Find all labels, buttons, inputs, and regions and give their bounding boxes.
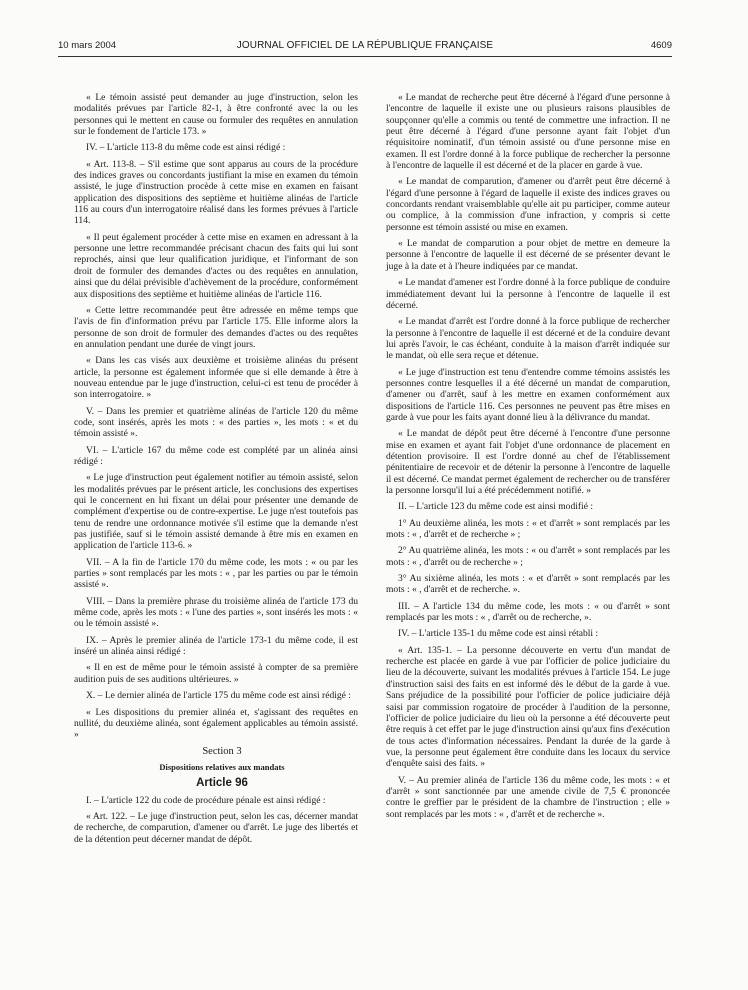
article-heading: Article 96 [196, 777, 248, 790]
paragraph: « Dans les cas visés aux deuxième et troisième alinéas du présent article, la personne est également informée que si elle demande à être à nouveau entendue par le juge d'instruction, celui-ci est tenu de procéder à son interrogatoire. » [74, 355, 358, 401]
paragraph: « Le juge d'instruction peut également notifier au témoin assisté, selon les modalités prévues par le présent article, les conclusions des expertises qui le concernent en lui fixant un délai pour présenter une demande de complément d'expertise ou de contre-expertise. Le juge n'est toutefois pas tenu de rendre une ordonnance motivée s'il estime que la demande n'est pas justifiée, sauf si le témoin assisté demande à être mis en examen en application de l'article 113-6. » [74, 472, 358, 552]
paragraph: V. – Au premier alinéa de l'article 136 du même code, les mots : « et d'arrêt » sont sanctionnée par une amende civile de 7,5 € prononcée contre le greffier par le président de la chambre de l'instruction ; elle » sont remplacés par les mots : « , d'arrêt et de recherche ». [386, 774, 670, 820]
header-date: 10 mars 2004 [58, 40, 117, 51]
paragraph: X. – Le dernier alinéa de l'article 175 du même code est ainsi rédigé : [86, 690, 351, 702]
paragraph: « Il en est de même pour le témoin assisté à compter de sa première audition puis de ses auditions ultérieures. » [74, 662, 358, 685]
paragraph: 2° Au quatrième alinéa, les mots : « ou d'arrêt » sont remplacés par les mots : « , d'arrêt ou de recherche » ; [386, 545, 670, 568]
paragraph: 3° Au sixième alinéa, les mots : « et d'arrêt » sont remplacés par les mots : « , d'arrêt et de recherche. ». [386, 573, 670, 596]
paragraph: IX. – Après le premier alinéa de l'article 173-1 du même code, il est inséré un alinéa ainsi rédigé : [74, 634, 358, 658]
right-column [386, 92, 670, 825]
paragraph: 1° Au deuxième alinéa, les mots : « et d'arrêt » sont remplacés par les mots : « , d'arrêt et de recherche » ; [386, 517, 670, 541]
paragraph: « Le mandat de comparution a pour objet de mettre en demeure la personne à l'encontre de laquelle il est décerné de se présenter devant le juge à la date et à l'heure indiquées par ce mandat. [386, 238, 670, 272]
section-subheading: Dispositions relatives aux mandats [159, 761, 285, 772]
page-header [58, 40, 672, 54]
paragraph: V. – Dans les premier et quatrième alinéas de l'article 120 du même code, sont insérés, après les mots : « des parties », les mots : « et du témoin assisté ». [74, 405, 358, 440]
section-heading: Section 3 [202, 745, 242, 757]
paragraph: « Le juge d'instruction est tenu d'entendre comme témoins assistés les personnes contre lesquelles il a été décerné un mandat de comparution, d'amener ou d'arrêt, sauf à les mettre en examen conformément aux dispositions de l'article 116. Ces personnes ne peuvent pas être mises en garde à vue pour les faits ayant donné lieu à la délivrance du mandat. [386, 366, 670, 423]
paragraph: VIII. – Dans la première phrase du troisième alinéa de l'article 173 du même code, après les mots : « l'une des parties », sont insérés les mots : « ou le témoin assisté ». [74, 595, 358, 630]
paragraph: « Le mandat de comparution, d'amener ou d'arrêt peut être décerné à l'égard d'une personne à l'égard de laquelle il existe des indices graves ou concordants rendant vraisemblable qu'elle ait pu participer, comme auteur ou complice, à la commission d'une infraction, y compris si cette personne est témoin assisté ou mise en examen. [386, 176, 670, 233]
paragraph: « Le mandat de dépôt peut être décerné à l'encontre d'une personne mise en examen et ayant fait l'objet d'une ordonnance de placement en détention provisoire. Il est l'ordre donné au chef de l'établissement pénitentiaire de recevoir et de détenir la personne à l'encontre de laquelle il est décerné. Ce mandat permet également de rechercher ou de transférer la personne lorsqu'il lui a été précédemment notifié. » [386, 428, 670, 496]
paragraph: « Cette lettre recommandée peut être adressée en même temps que l'avis de fin d'information prévu par l'article 175. Elle informe alors la personne de son droit de formuler des demandes d'actes ou des requêtes en annulation pendant une durée de vingt jours. [74, 304, 358, 350]
header-rule [58, 56, 672, 57]
left-column [74, 92, 358, 850]
paragraph: « Art. 135-1. – La personne découverte en vertu d'un mandat de recherche est placée en garde à vue par l'officier de police judiciaire du lieu de la découverte, suivant les modalités prévues à l'article 154. Le juge d'instruction saisi des faits en est informé dès le début de la garde à vue. Sans préjudice de la possibilité pour l'officier de police judiciaire déjà saisi par commission rogatoire de procéder à l'audition de la personne, l'officier de police judiciaire du lieu où la personne a été découverte peut être requis à cet effet par le juge d'instruction ainsi qu'aux fins d'exécution de tous actes d'information nécessaires. Pendant la durée de la garde à vue, la personne peut également être conduite dans les locaux du service d'enquête saisi des faits. » [386, 644, 670, 770]
paragraph: III. – A l'article 134 du même code, les mots : « ou d'arrêt » sont remplacés par les mots : « , d'arrêt ou de recherche, ». [386, 600, 670, 624]
page-number: 4609 [650, 40, 672, 51]
paragraph: VII. – A la fin de l'article 170 du même code, les mots : « ou par les parties » sont remplacés par les mots : « , par les parties ou par le témoin assisté ». [74, 556, 358, 591]
paragraph: I. – L'article 122 du code de procédure pénale est ainsi rédigé : [86, 794, 326, 806]
paragraph: « Le mandat d'arrêt est l'ordre donné à la force publique de rechercher la personne à l'encontre de laquelle il est décerné et de la conduire devant lui après l'avoir, le cas échéant, conduite à la maison d'arrêt indiquée sur le mandat, où elle sera reçue et détenue. [386, 316, 670, 362]
paragraph: « Le témoin assisté peut demander au juge d'instruction, selon les modalités prévues par l'article 82-1, à être confronté avec la ou les personnes qui le mettent en cause ou formuler des requêtes en annulation sur le fondement de l'article 173. » [74, 92, 358, 138]
paragraph: « Le mandat de recherche peut être décerné à l'égard d'une personne à l'encontre de laquelle il existe une ou plusieurs raisons plausibles de soupçonner qu'elle a commis ou tenté de commettre une infraction. Il ne peut être décerné à l'égard d'une personne ayant fait l'objet d'un réquisitoire nominatif, d'un témoin assisté ou d'une personne mise en examen. Il est l'ordre donné à la force publique de rechercher la personne à l'encontre de laquelle il est décerné et de la placer en garde à vue. [386, 92, 670, 172]
paragraph: « Il peut également procéder à cette mise en examen en adressant à la personne une lettre recommandée précisant chacun des faits qui lui sont reprochés, ainsi que leur qualification juridique, et l'informant de son droit de formuler des demandes d'actes ou des requêtes en annulation, ainsi que du délai prévisible d'achèvement de la procédure, conformément aux dispositions des septième et huitième alinéas de l'article 116. [74, 231, 358, 300]
paragraph: VI. – L'article 167 du même code est complété par un alinéa ainsi rédigé : [74, 444, 358, 467]
journal-title: JOURNAL OFFICIEL DE LA RÉPUBLIQUE FRANÇAISE [236, 40, 494, 51]
paragraph: IV. – L'article 135-1 du même code est ainsi rétabli : [398, 628, 599, 640]
paragraph: « Le mandat d'amener est l'ordre donné à la force publique de conduire immédiatement devant lui la personne à l'encontre de laquelle il est décerné. [386, 277, 670, 311]
paragraph: « Les dispositions du premier alinéa et, s'agissant des requêtes en nullité, du deuxième alinéa, sont également applicables au témoin assisté. » [74, 706, 358, 741]
paragraph: IV. – L'article 113-8 du même code est ainsi rédigé : [86, 142, 286, 154]
paragraph: « Art. 122. – Le juge d'instruction peut, selon les cas, décerner mandat de recherche, de comparution, d'amener ou d'arrêt. Le juge des libertés et de la détention peut décerner mandat de dépôt. [74, 810, 358, 845]
paragraph: « Art. 113-8. – S'il estime que sont apparus au cours de la procédure des indices graves ou concordants justifiant la mise en examen du témoin assisté, le juge d'instruction procède à cette mise en examen en faisant application des dispositions des septième et huitième alinéas de l'article 116 au cours d'un interrogatoire réalisé dans les formes prévues à l'article 114. [74, 158, 358, 227]
paragraph: II. – L'article 123 du même code est ainsi modifié : [398, 501, 593, 513]
